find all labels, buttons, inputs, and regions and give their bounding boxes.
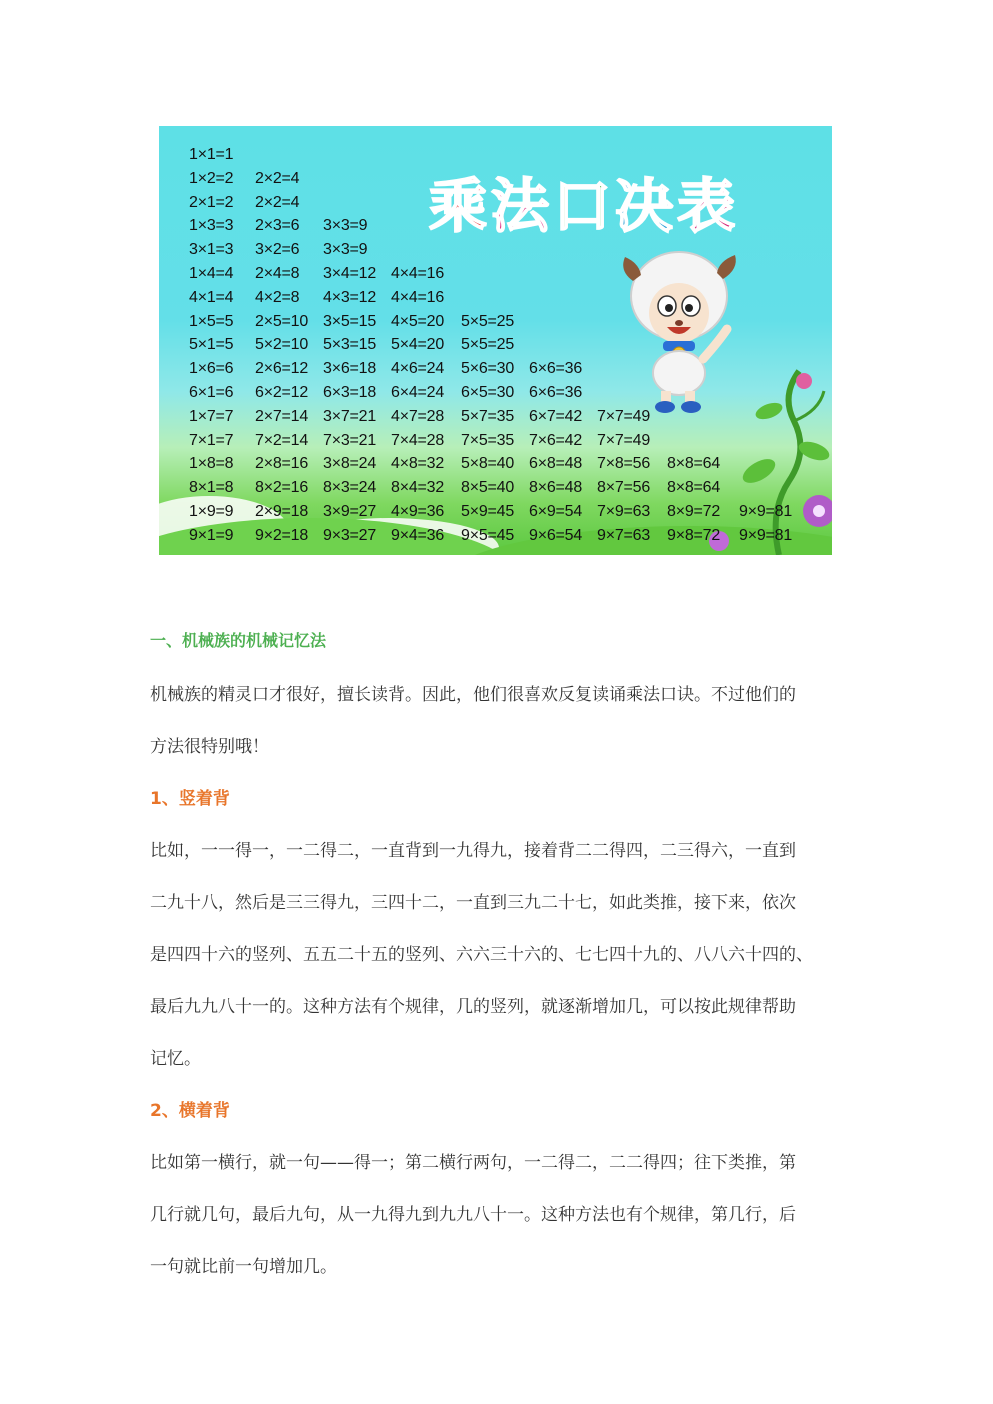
multiplication-fact: 6×4=24 [391,384,445,401]
multiplication-fact: 2×9=18 [255,503,309,520]
multiplication-fact: 6×9=54 [529,503,583,520]
multiplication-table [189,146,829,555]
multiplication-fact: 5×7=35 [461,407,515,425]
multiplication-fact: 7×6=42 [529,431,583,449]
multiplication-fact: 4×1=4 [189,288,234,306]
multiplication-fact: 6×6=36 [529,384,583,401]
multiplication-fact: 1×5=5 [189,312,234,330]
multiplication-fact: 4×6=24 [391,360,445,378]
multiplication-fact: 7×2=14 [255,431,309,449]
multiplication-fact: 2×1=2 [189,193,234,211]
paragraph-line: 一句就比前一句增加几。 [150,1257,337,1277]
multiplication-fact: 5×5=25 [461,312,515,330]
multiplication-fact: 7×4=28 [391,431,445,449]
paragraph-line: 几行就几句，最后九句，从一九得九到九九八十一。这种方法也有个规律，第几行，后 [150,1205,796,1225]
banner-title-char: 决 [615,172,674,240]
multiplication-fact: 7×7=49 [597,431,651,449]
multiplication-fact: 1×4=4 [189,265,234,282]
multiplication-fact: 6×7=42 [529,407,583,425]
paragraph-line: 最后九九八十一的。这种方法有个规律，几的竖列，就逐渐增加几，可以按此规律帮助 [150,997,796,1017]
multiplication-fact: 7×5=35 [461,431,515,449]
multiplication-fact: 7×3=21 [323,431,377,449]
banner-title-char: 法 [491,172,550,240]
multiplication-fact: 7×9=63 [597,503,651,520]
multiplication-fact: 5×6=30 [461,360,515,378]
multiplication-fact: 4×8=32 [391,455,445,473]
paragraph-line: 比如，一一得一，一二得二，一直背到一九得九，接着背二二得四，二三得六，一直到 [150,841,796,861]
multiplication-fact: 9×2=18 [255,526,309,544]
multiplication-fact: 1×2=2 [189,169,234,187]
multiplication-fact: 3×7=21 [323,407,377,425]
multiplication-fact: 9×9=81 [739,503,793,520]
multiplication-fact: 3×3=9 [323,241,368,259]
multiplication-fact: 2×6=12 [255,360,309,378]
multiplication-fact: 8×5=40 [461,479,515,497]
multiplication-fact: 3×6=18 [323,360,377,378]
multiplication-fact: 4×5=20 [391,312,445,330]
multiplication-fact: 9×6=54 [529,526,583,544]
multiplication-fact: 1×1=1 [189,146,234,163]
multiplication-fact: 6×3=18 [323,384,377,401]
section-heading: 一、机械族的机械记忆法 [150,631,327,650]
multiplication-fact: 4×4=16 [391,265,445,282]
paragraph-line: 记忆。 [150,1049,201,1069]
multiplication-fact: 3×9=27 [323,503,377,520]
multiplication-fact: 1×8=8 [189,455,234,473]
multiplication-fact: 1×9=9 [189,503,234,520]
multiplication-fact: 2×3=6 [255,217,300,235]
multiplication-fact: 9×3=27 [323,526,377,544]
multiplication-fact: 9×7=63 [597,526,651,544]
multiplication-fact: 2×4=8 [255,265,300,282]
multiplication-fact: 8×8=64 [667,479,721,497]
multiplication-fact: 7×1=7 [189,431,234,449]
multiplication-fact: 3×1=3 [189,241,234,259]
multiplication-fact: 3×8=24 [323,455,377,473]
multiplication-fact: 9×9=81 [739,526,793,544]
paragraph-line: 是四四十六的竖列、五五二十五的竖列、六六三十六的、七七四十九的、八八六十四的、 [150,945,813,965]
multiplication-fact: 9×8=72 [667,526,721,544]
multiplication-table-banner [159,126,832,555]
multiplication-fact: 9×5=45 [461,526,515,544]
method-1-title: 1、竖着背 [150,789,230,809]
multiplication-fact: 5×2=10 [255,336,309,354]
multiplication-fact: 4×3=12 [323,288,377,306]
banner-title-char: 乘 [429,172,488,240]
multiplication-fact: 8×9=72 [667,503,721,520]
multiplication-fact: 5×3=15 [323,336,377,354]
multiplication-fact: 4×2=8 [255,288,300,306]
multiplication-fact: 8×1=8 [189,479,234,497]
multiplication-fact: 2×2=4 [255,169,300,187]
multiplication-fact: 7×8=56 [597,455,651,473]
paragraph-line: 二九十八，然后是三三得九，三四十二，一直到三九二十七，如此类推，接下来，依次 [150,893,796,913]
multiplication-fact: 4×7=28 [391,407,445,425]
multiplication-fact: 5×1=5 [189,336,234,354]
multiplication-fact: 7×7=49 [597,407,651,425]
multiplication-fact: 5×5=25 [461,336,515,354]
multiplication-fact: 6×8=48 [529,455,583,473]
multiplication-fact: 9×1=9 [189,526,234,544]
multiplication-fact: 3×5=15 [323,312,377,330]
multiplication-fact: 2×8=16 [255,455,309,473]
multiplication-fact: 1×7=7 [189,407,234,425]
paragraph-line: 方法很特别哦！ [150,737,269,757]
multiplication-fact: 6×2=12 [255,384,309,401]
multiplication-fact: 6×5=30 [461,384,515,401]
multiplication-fact: 2×2=4 [255,193,300,211]
banner-title-char: 口 [553,172,612,240]
multiplication-fact: 1×3=3 [189,217,234,235]
multiplication-fact: 3×2=6 [255,241,300,259]
multiplication-fact: 6×1=6 [189,384,234,401]
multiplication-fact: 4×9=36 [391,503,445,520]
multiplication-fact: 3×3=9 [323,217,368,235]
multiplication-fact: 3×4=12 [323,265,377,282]
multiplication-fact: 6×6=36 [529,360,583,378]
multiplication-fact: 8×4=32 [391,479,445,497]
multiplication-fact: 8×2=16 [255,479,309,497]
banner-title-char: 表 [677,172,736,240]
multiplication-fact: 1×6=6 [189,360,234,378]
multiplication-fact: 2×7=14 [255,407,309,425]
multiplication-fact: 9×4=36 [391,526,445,544]
multiplication-fact: 8×7=56 [597,479,651,497]
method-2-title: 2、横着背 [150,1101,230,1121]
multiplication-fact: 8×8=64 [667,455,721,473]
multiplication-fact: 4×4=16 [391,288,445,306]
multiplication-fact: 5×8=40 [461,455,515,473]
multiplication-fact: 5×4=20 [391,336,445,354]
multiplication-fact: 8×6=48 [529,479,583,497]
multiplication-fact: 5×9=45 [461,503,515,520]
paragraph-line: 比如第一横行，就一句——得一；第二横行两句，一二得二，二二得四；往下类推，第 [150,1153,796,1173]
multiplication-fact: 2×5=10 [255,312,309,330]
multiplication-fact: 8×3=24 [323,479,377,497]
paragraph-line: 机械族的精灵口才很好，擅长读背。因此，他们很喜欢反复读诵乘法口诀。不过他们的 [150,685,796,705]
